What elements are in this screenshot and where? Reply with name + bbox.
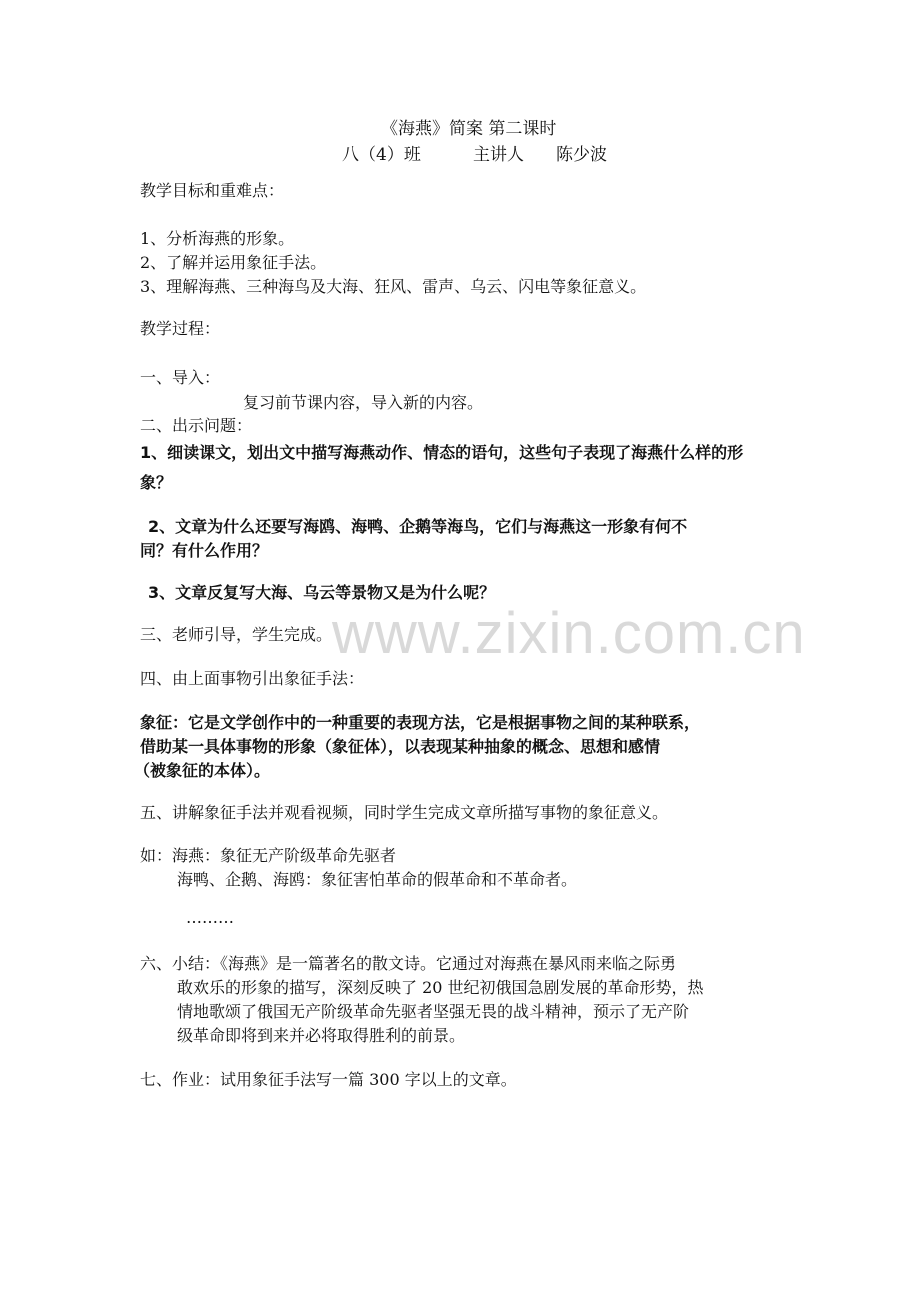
process-heading: 教学过程： xyxy=(140,319,221,338)
objective-item-3: 3、理解海燕、三种海鸟及大海、狂风、雷声、乌云、闪电等象征意义。 xyxy=(140,277,647,296)
intro-text: 复习前节课内容，导入新的内容。 xyxy=(243,393,484,412)
example-line-1: 如：海燕：象征无产阶级革命先驱者 xyxy=(140,846,397,865)
objectives-heading: 教学目标和重难点： xyxy=(140,181,285,200)
watermark: www.zixin.com.cn xyxy=(332,601,806,666)
question-2-line-2: 同？有什么作用？ xyxy=(140,541,269,560)
example-line-2: 海鸭、企鹅、海鸥：象征害怕革命的假革命和不革命者。 xyxy=(177,870,578,889)
presenter-label: 主讲人 xyxy=(473,145,524,165)
document-title: 《海燕》简案 第二课时 xyxy=(381,119,557,139)
summary-line-4: 级革命即将到来并必将取得胜利的前景。 xyxy=(177,1026,466,1045)
explain-step: 五、讲解象征手法并观看视频，同时学生完成文章所描写事物的象征意义。 xyxy=(140,803,669,822)
objective-item-2: 2、了解并运用象征手法。 xyxy=(140,253,327,272)
presenter-name: 陈少波 xyxy=(556,145,607,165)
ellipsis: ……… xyxy=(186,908,234,927)
question-2-line-1: 2、文章为什么还要写海鸥、海鸭、企鹅等海鸟，它们与海燕这一形象有何不 xyxy=(148,517,688,536)
question-1-line-2: 象？ xyxy=(140,473,173,492)
definition-line-3: （被象征的本体）。 xyxy=(134,761,271,780)
question-3: 3、文章反复写大海、乌云等景物又是为什么呢？ xyxy=(148,583,496,602)
summary-line-2: 敢欢乐的形象的描写，深刻反映了 20 世纪初俄国急剧发展的革命形势，热 xyxy=(177,978,704,997)
homework: 七、作业：试用象征手法写一篇 300 字以上的文章。 xyxy=(140,1070,517,1089)
symbol-heading: 四、由上面事物引出象征手法： xyxy=(140,669,365,688)
guide-step: 三、老师引导，学生完成。 xyxy=(140,625,333,644)
summary-line-1: 六、小结：《海燕》是一篇著名的散文诗。它通过对海燕在暴风雨来临之际勇 xyxy=(140,954,677,973)
intro-heading: 一、导入： xyxy=(140,368,221,387)
questions-heading: 二、出示问题： xyxy=(140,416,253,435)
definition-line-2: 借助某一具体事物的形象（象征体），以表现某种抽象的概念、思想和感情 xyxy=(140,737,661,756)
objective-item-1: 1、分析海燕的形象。 xyxy=(140,229,295,248)
question-1-line-1: 1、细读课文，划出文中描写海燕动作、情态的语句，这些句子表现了海燕什么样的形 xyxy=(140,443,744,462)
class-name: 八（4）班 xyxy=(342,145,421,165)
summary-line-3: 情地歌颂了俄国无产阶级革命先驱者坚强无畏的战斗精神，预示了无产阶 xyxy=(177,1002,690,1021)
definition-line-1: 象征：它是文学创作中的一种重要的表现方法，它是根据事物之间的某种联系， xyxy=(140,713,701,732)
